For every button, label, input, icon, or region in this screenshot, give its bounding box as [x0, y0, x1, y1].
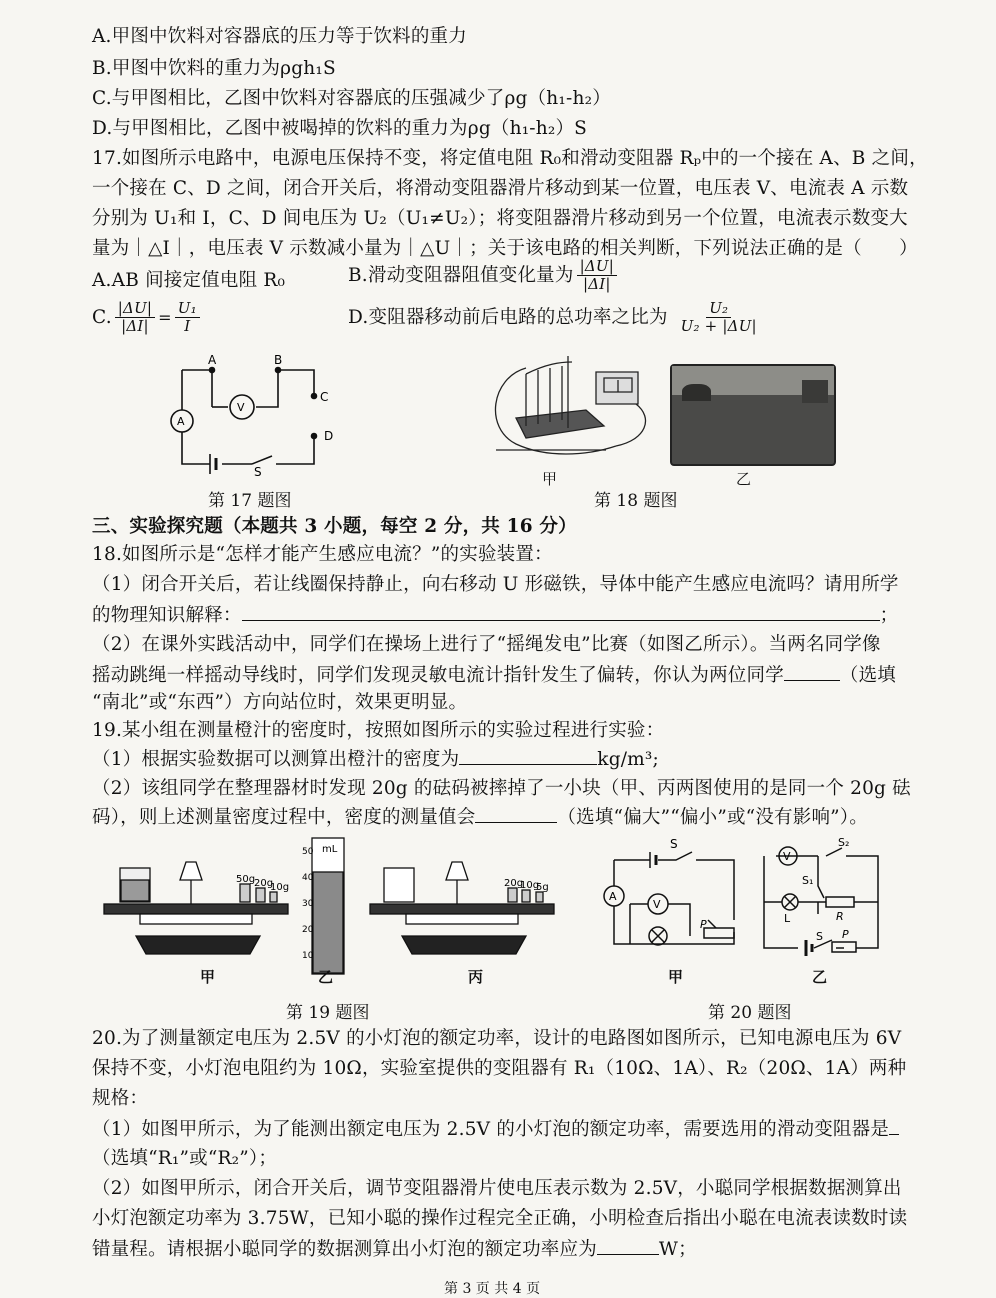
- q18-stem: 18.如图所示是“怎样才能产生感应电流？”的实验装置：: [92, 544, 553, 565]
- fig19-cylinder-mark-30: 30: [302, 899, 314, 909]
- q17-stem-line3: 分别为 U₁和 I，C、D 间电压为 U₂（U₁≠U₂）；将变阻器滑片移动到另一个位置，电流表示数变大: [92, 208, 908, 229]
- fig19-caption: 第 19 题图: [286, 1003, 370, 1023]
- fig19-cylinder-mark-40: 40: [302, 873, 314, 883]
- q20-part2-line1: （2）如图甲所示，闭合开关后，调节变阻器滑片使电压表示数为 2.5V，小聪同学根据数据测算出: [92, 1178, 902, 1199]
- q18-part2-text-a: 摇动跳绳一样摇动导线时，同学们发现灵敏电流计指针发生了偏转，你认为两位同学: [92, 665, 784, 686]
- frac-numerator: |ΔU|: [577, 258, 617, 276]
- fig20-yi-voltmeter-label: V: [783, 850, 791, 863]
- fig20-yi-lamp-label: L: [784, 912, 791, 925]
- fig18-label-jia: 甲: [542, 470, 558, 488]
- q20-part2-line2: 小灯泡额定功率为 3.75W，已知小聪的操作过程完全正确，小明检查后指出小聪在电流表读数时读: [92, 1208, 908, 1229]
- q18-part2-line1: （2）在课外实践活动中，同学们在操场上进行了“摇绳发电”比赛（如图乙所示）。当两名同学像: [92, 634, 881, 655]
- q20-stem-line2: 保持不变，小灯泡电阻约为 10Ω，实验室提供的变阻器有 R₁（10Ω、1A）、R₂（20Ω、1A）两种: [92, 1058, 907, 1079]
- q16-option-c: C.与甲图相比，乙图中饮料对容器底的压强减少了ρg（h₁-h₂）: [92, 88, 611, 109]
- q17-option-d: [348, 300, 763, 335]
- fig18-label-yi: 乙: [736, 470, 752, 488]
- equals-sign: =: [158, 307, 172, 327]
- fig20-yi-resistor-label: R: [836, 910, 844, 923]
- frac-denominator: I: [184, 317, 191, 335]
- q16-option-b: B.甲图中饮料的重力为ρgh₁S: [92, 58, 336, 79]
- fig19-cylinder-unit: mL: [322, 844, 338, 855]
- q19-part2-text-a: 码），则上述测量密度过程中，密度的测量值会: [92, 807, 476, 828]
- q17-stem-line4: 量为｜△I｜，电压表 V 示数减小量为｜△U｜；关于该电路的相关判断，下列说法正确的是（ ）: [92, 238, 918, 259]
- q18-part2-line2: [92, 662, 896, 689]
- fig19-weight-label-50g: 50g: [236, 874, 256, 885]
- q17-stem-line2: 一个接在 C、D 之间，闭合开关后，将滑动变阻器滑片移动到某一位置，电压表 V、电流表 A 示数: [92, 178, 909, 199]
- q19-part2-answer-blank[interactable]: [475, 804, 557, 823]
- fig17-ammeter-label: A: [177, 415, 185, 428]
- q20-part1-text: （1）如图甲所示，为了能测出额定电压为 2.5V 的小灯泡的额定功率，需要选用的滑动变阻器是: [92, 1119, 890, 1140]
- q20-part2-unit: W；: [658, 1239, 697, 1260]
- q18-part1-line2: [92, 602, 898, 629]
- q19-part2-text-b: （选填“偏大”“偏小”或“没有影响”）。: [557, 807, 868, 828]
- q18-part2-line3: “南北”或“东西”）方向站位时，效果更明显。: [92, 692, 468, 713]
- q17-option-c-fraction-right: [175, 300, 200, 335]
- fig20-jia-ammeter-label: A: [609, 890, 617, 903]
- photo-tree: [682, 384, 711, 402]
- q19-part1-unit: kg/m³;: [597, 749, 659, 770]
- fig20-label-jia: 甲: [668, 968, 684, 986]
- q17-option-d-text: D.变阻器移动前后电路的总功率之比为: [348, 306, 668, 328]
- section-3-heading: 三、实验探究题（本题共 3 小题，每空 2 分，共 16 分）: [92, 516, 577, 537]
- q18-part1-prompt: 的物理知识解释：: [92, 605, 242, 626]
- q20-part1-line2: （选填“R₁”或“R₂”）；: [92, 1148, 278, 1169]
- photo-building: [802, 380, 828, 404]
- q20-part1-answer-blank[interactable]: [889, 1116, 899, 1135]
- fig19-density-experiment: [100, 832, 580, 992]
- fig17-label-s: S: [254, 465, 262, 479]
- q18-part2-text-b: （选填: [839, 665, 897, 686]
- q20-stem-line1: 20.为了测量额定电压为 2.5V 的小灯泡的额定功率，设计的电路图如图所示，已知电源电压为 6V: [92, 1028, 902, 1049]
- q17-stem-line1: 17.如图所示电路中，电源电压保持不变，将定值电阻 R₀和滑动变阻器 Rₚ中的一个接在 A、B 之间，: [92, 148, 928, 169]
- q18-part1-answer-blank[interactable]: [242, 602, 880, 621]
- fig19-label-yi: 乙: [318, 968, 334, 986]
- fig20-jia-switch-label: S: [670, 837, 678, 851]
- fig17-circuit-diagram: [160, 352, 360, 482]
- q17-option-b-text: B.滑动变阻器阻值变化量为: [348, 264, 574, 286]
- fig19-weight-label-5g: 5g: [536, 882, 549, 893]
- q19-part2-line1: （2）该组同学在整理器材时发现 20g 的砝码被摔掉了一小块（甲、丙两图使用的是同一个 20g 砝: [92, 778, 911, 799]
- fig18-playground-photo: [670, 364, 836, 466]
- fig19-label-bing: 丙: [468, 968, 484, 986]
- q17-option-c-fraction-left: [115, 300, 155, 335]
- fig20-jia-slider-label: P: [700, 918, 707, 931]
- fig20-circuit-diagrams: [596, 836, 896, 966]
- q19-part1-answer-blank[interactable]: [459, 746, 597, 765]
- frac-denominator: |ΔI|: [121, 317, 149, 335]
- q19-stem: 19.某小组在测量橙汁的密度时，按照如图所示的实验过程进行实验：: [92, 720, 665, 741]
- fig20-yi-switch2-label: S₂: [838, 836, 850, 849]
- q20-part2-line3: [92, 1236, 697, 1263]
- q20-part2-answer-blank[interactable]: [597, 1236, 659, 1255]
- frac-numerator: |ΔU|: [115, 300, 155, 318]
- fig20-yi-slider-label: P: [842, 928, 849, 941]
- fig17-label-c: C: [320, 390, 329, 404]
- fig19-cylinder-mark-10: 10: [302, 951, 314, 961]
- frac-denominator: U₂ + |ΔU|: [680, 317, 757, 335]
- fig19-beaker-bing: [384, 868, 414, 902]
- q16-option-a: A.甲图中饮料对容器底的压力等于饮料的重力: [92, 26, 467, 47]
- q17-option-c: [92, 300, 203, 335]
- q18-part1-line1: （1）闭合开关后，若让线圈保持静止，向右移动 U 形磁铁，导体中能产生感应电流吗？请用所学: [92, 574, 899, 595]
- q20-part2-text: 错量程。请根据小聪同学的数据测算出小灯泡的额定功率应为: [92, 1239, 597, 1260]
- frac-numerator: U₁: [175, 300, 200, 318]
- fig19-weight-label-10g: 10g: [270, 882, 290, 893]
- q18-part2-answer-blank[interactable]: [784, 662, 840, 681]
- q16-option-d: D.与甲图相比，乙图中被喝掉的饮料的重力为ρg（h₁-h₂）S: [92, 118, 588, 139]
- q17-option-b: [348, 258, 620, 293]
- frac-numerator: U₂: [706, 300, 731, 318]
- fig17-label-a: A: [208, 353, 217, 367]
- fig18-apparatus-illustration: [486, 348, 658, 466]
- q19-part1-text: （1）根据实验数据可以测算出橙汁的密度为: [92, 749, 460, 770]
- q20-stem-line3: 规格：: [92, 1088, 149, 1109]
- fig20-yi-switch1-label: S₁: [802, 874, 814, 887]
- page-footer: 第 3 页 共 4 页: [444, 1281, 541, 1297]
- q19-part2-line2: [92, 804, 868, 831]
- q18-part1-end: ；: [879, 605, 899, 626]
- fig19-weight-label-20g: 20g: [254, 878, 274, 889]
- fig20-jia-voltmeter-label: V: [653, 898, 661, 911]
- fig20-caption: 第 20 题图: [708, 1003, 792, 1023]
- fig20-label-yi: 乙: [812, 968, 828, 986]
- fig20-yi-switch-label: S: [816, 930, 823, 943]
- fig18-caption: 第 18 题图: [594, 491, 678, 511]
- fig19-cylinder-mark-20: 20: [302, 925, 314, 935]
- fig19-weight-label-10g-b: 10g: [520, 880, 540, 891]
- q17-option-b-fraction: [577, 258, 617, 293]
- fig19-label-jia: 甲: [200, 968, 216, 986]
- q17-option-c-text: C.: [92, 306, 112, 328]
- q19-part1: [92, 746, 659, 773]
- fig19-cylinder-mark-50: 50: [302, 847, 314, 857]
- fig17-label-d: D: [324, 429, 334, 443]
- frac-denominator: |ΔI|: [582, 275, 611, 293]
- q17-option-a: A.AB 间接定值电阻 R₀: [92, 270, 286, 291]
- fig17-label-b: B: [274, 353, 283, 367]
- q20-part1-line1: [92, 1116, 899, 1143]
- fig17-voltmeter-label: V: [237, 401, 245, 414]
- fig19-weight-label-20g-b: 20g: [504, 878, 524, 889]
- fig17-caption: 第 17 题图: [208, 491, 292, 511]
- q17-option-d-fraction: [678, 300, 760, 335]
